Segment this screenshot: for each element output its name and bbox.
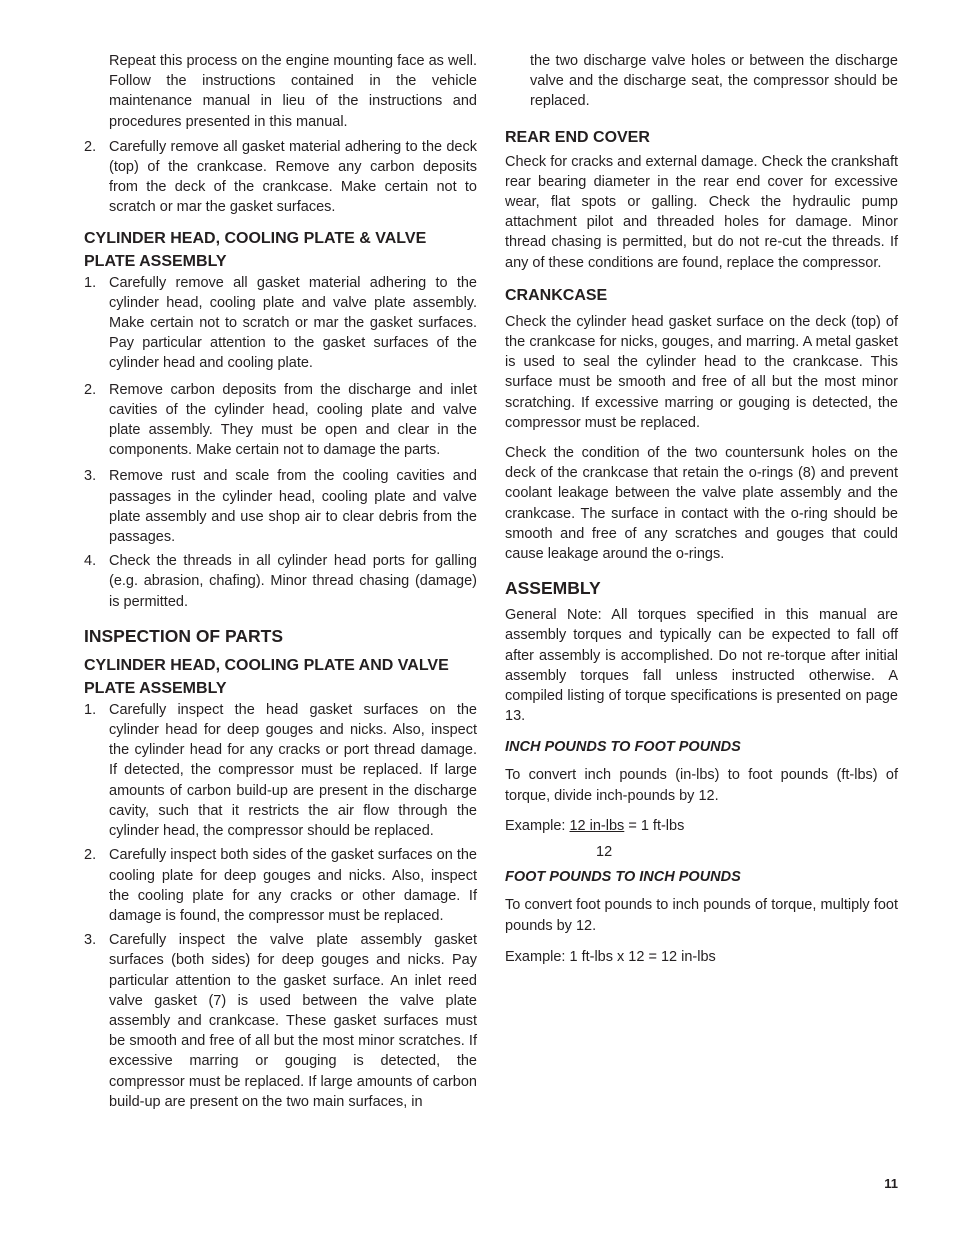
inch-to-foot-text: To convert inch pounds (in-lbs) to foot pounds (ft-lbs) of torque, divide inch-pounds by 12. — [505, 767, 898, 804]
foot-to-inch-heading: FOOT POUNDS TO INCH POUNDS — [505, 869, 741, 886]
list-item — [84, 930, 477, 1112]
list-number: 1. — [84, 701, 97, 718]
list-text: Carefully remove all gasket material adhering to the cylinder head, cooling plate and valve plate assembly. Make certain not to scratch or mar the gasket surfaces. Pay particular attention to the gasket surfaces of the cylinder head and cooling plate. — [109, 274, 477, 372]
inch-to-foot-heading: INCH POUNDS TO FOOT POUNDS — [505, 739, 741, 756]
list-number: 1. — [84, 274, 97, 291]
section-heading-cleaning: CYLINDER HEAD, COOLING PLATE & VALVE PLATE ASSEMBLY — [84, 229, 427, 270]
left-column — [84, 51, 477, 1112]
example-1-denominator: 12 — [596, 844, 613, 861]
list-text: Carefully inspect the valve plate assembly gasket surfaces (both sides) for deep gouges and nicks. Pay particular attention to the gasket surface. An inlet reed valve gasket (7) is used between the valve plate assembly and crankcase. These gasket surfaces must be smooth and free of all but the most minor scratches. If excessive marring or gouging is detected, the compressor must be replaced. If large amounts of carbon build-up are present on the two main surfaces, in — [109, 932, 477, 1110]
list-number: 2. — [84, 847, 97, 864]
section-heading-inspection: CYLINDER HEAD, COOLING PLATE AND VALVE PLATE ASSEMBLY — [84, 656, 449, 697]
list-number: 2. — [84, 138, 97, 155]
list-item — [84, 700, 477, 841]
list-text: Carefully inspect the head gasket surfaces on the cylinder head for deep gouges and nicks. Also, inspect the cylinder head for any cracks or port thread damage. If detected, the compressor must be replaced. If large amounts of carbon build-up are present in the discharge cavity, such that it restricts the air flow through the cylinder head, the compressor should be replaced. — [109, 701, 477, 840]
crankcase-text-1: Check the cylinder head gasket surface on the deck (top) of the crankcase for nicks, gouges, and marring. A metal gasket is used to seal the cylinder head to the crankcase. This surface must be smooth and free of all but the most minor scratching. If excessive marring or gouging is detected, the compressor must be replaced. — [505, 313, 898, 431]
continued-list — [84, 137, 477, 218]
list-number: 3. — [84, 468, 97, 485]
list-text: Carefully remove all gasket material adhering to the deck (top) of the crankcase. Remove any carbon deposits from the deck of the crankcase. Make certain not to scratch or mar the gasket surfaces. — [109, 138, 477, 216]
list-text: Remove rust and scale from the cooling cavities and passages in the cylinder head, cooling plate and valve plate assembly and use shop air to clear debris from the passages. — [109, 468, 477, 546]
list-number: 4. — [84, 553, 97, 570]
example-1-numerator: 12 in-lbs — [569, 817, 625, 834]
example-1-prefix: Example: — [505, 817, 570, 834]
inspection-heading: INSPECTION OF PARTS — [84, 625, 283, 646]
rear-end-cover-heading: REAR END COVER — [505, 128, 650, 146]
list-item — [84, 551, 477, 612]
list-item — [84, 273, 477, 374]
page-number: 11 — [884, 1176, 898, 1191]
example-2: Example: 1 ft-lbs x 12 = 12 in-lbs — [505, 948, 716, 965]
assembly-heading: ASSEMBLY — [505, 578, 601, 599]
right-column — [505, 51, 898, 967]
rear-end-cover-text: Check for cracks and external damage. Check the crankshaft rear bearing diameter in the rear end cover for excessive wear, flat spots or galling. Check the hydraulic pump attachment pilot and threaded holes for damage. Minor thread chasing is permitted, but do not re-cut the threads. If any of these conditions are found, replace the compressor. — [505, 153, 898, 271]
list-text: Remove carbon deposits from the discharge and inlet cavities of the cylinder head, cooling plate and valve plate assembly. They must be open and clear in the components. Make certain not to damage the parts. — [109, 381, 477, 459]
list-text: Carefully inspect both sides of the gasket surfaces on the cooling plate for deep gouges and nicks. Also, inspect the cooling plate for any cracks or other damage. If damage is found, the compressor must be replaced. — [109, 847, 477, 924]
list-item — [84, 466, 477, 547]
list-text: Check the threads in all cylinder head ports for galling (e.g. abrasion, chafing). Minor thread chasing (damage) is permitted. — [109, 553, 477, 610]
cleaning-list — [84, 273, 477, 612]
crankcase-heading: CRANKCASE — [505, 286, 608, 304]
foot-to-inch-text: To convert foot pounds to inch pounds of torque, multiply foot pounds by 12. — [505, 897, 898, 934]
list-number: 2. — [84, 381, 97, 398]
list-item — [84, 137, 477, 218]
list-number: 3. — [84, 932, 97, 949]
list-item — [84, 845, 477, 926]
example-1 — [505, 816, 898, 836]
assembly-text: General Note: All torques specified in this manual are assembly torques and typically can be expected to fall off after assembly is accomplished. Do not re-torque after initial assembly torques fall unless instructed otherwise. A compiled listing of torque specifications is presented on page 13. — [505, 607, 898, 725]
continued-paragraph: Repeat this process on the engine mounting face as well. Follow the instructions contained in the vehicle maintenance manual in lieu of the instructions and procedures presented in this manual. — [109, 53, 477, 130]
inspection-list — [84, 700, 477, 1112]
continued-paragraph: the two discharge valve holes or between the discharge valve and the discharge seat, the compressor should be replaced. — [530, 53, 898, 110]
crankcase-text-2: Check the condition of the two countersunk holes on the deck of the crankcase that retain the o-rings (8) and prevent coolant leakage between the valve plate assembly and the crankcase. The surface in contact with the o-ring should be smooth and free of any scratches and gouges that could cause leakage around the o-rings. — [505, 445, 898, 563]
example-1-result: = 1 ft-lbs — [624, 817, 685, 834]
list-item — [84, 380, 477, 461]
